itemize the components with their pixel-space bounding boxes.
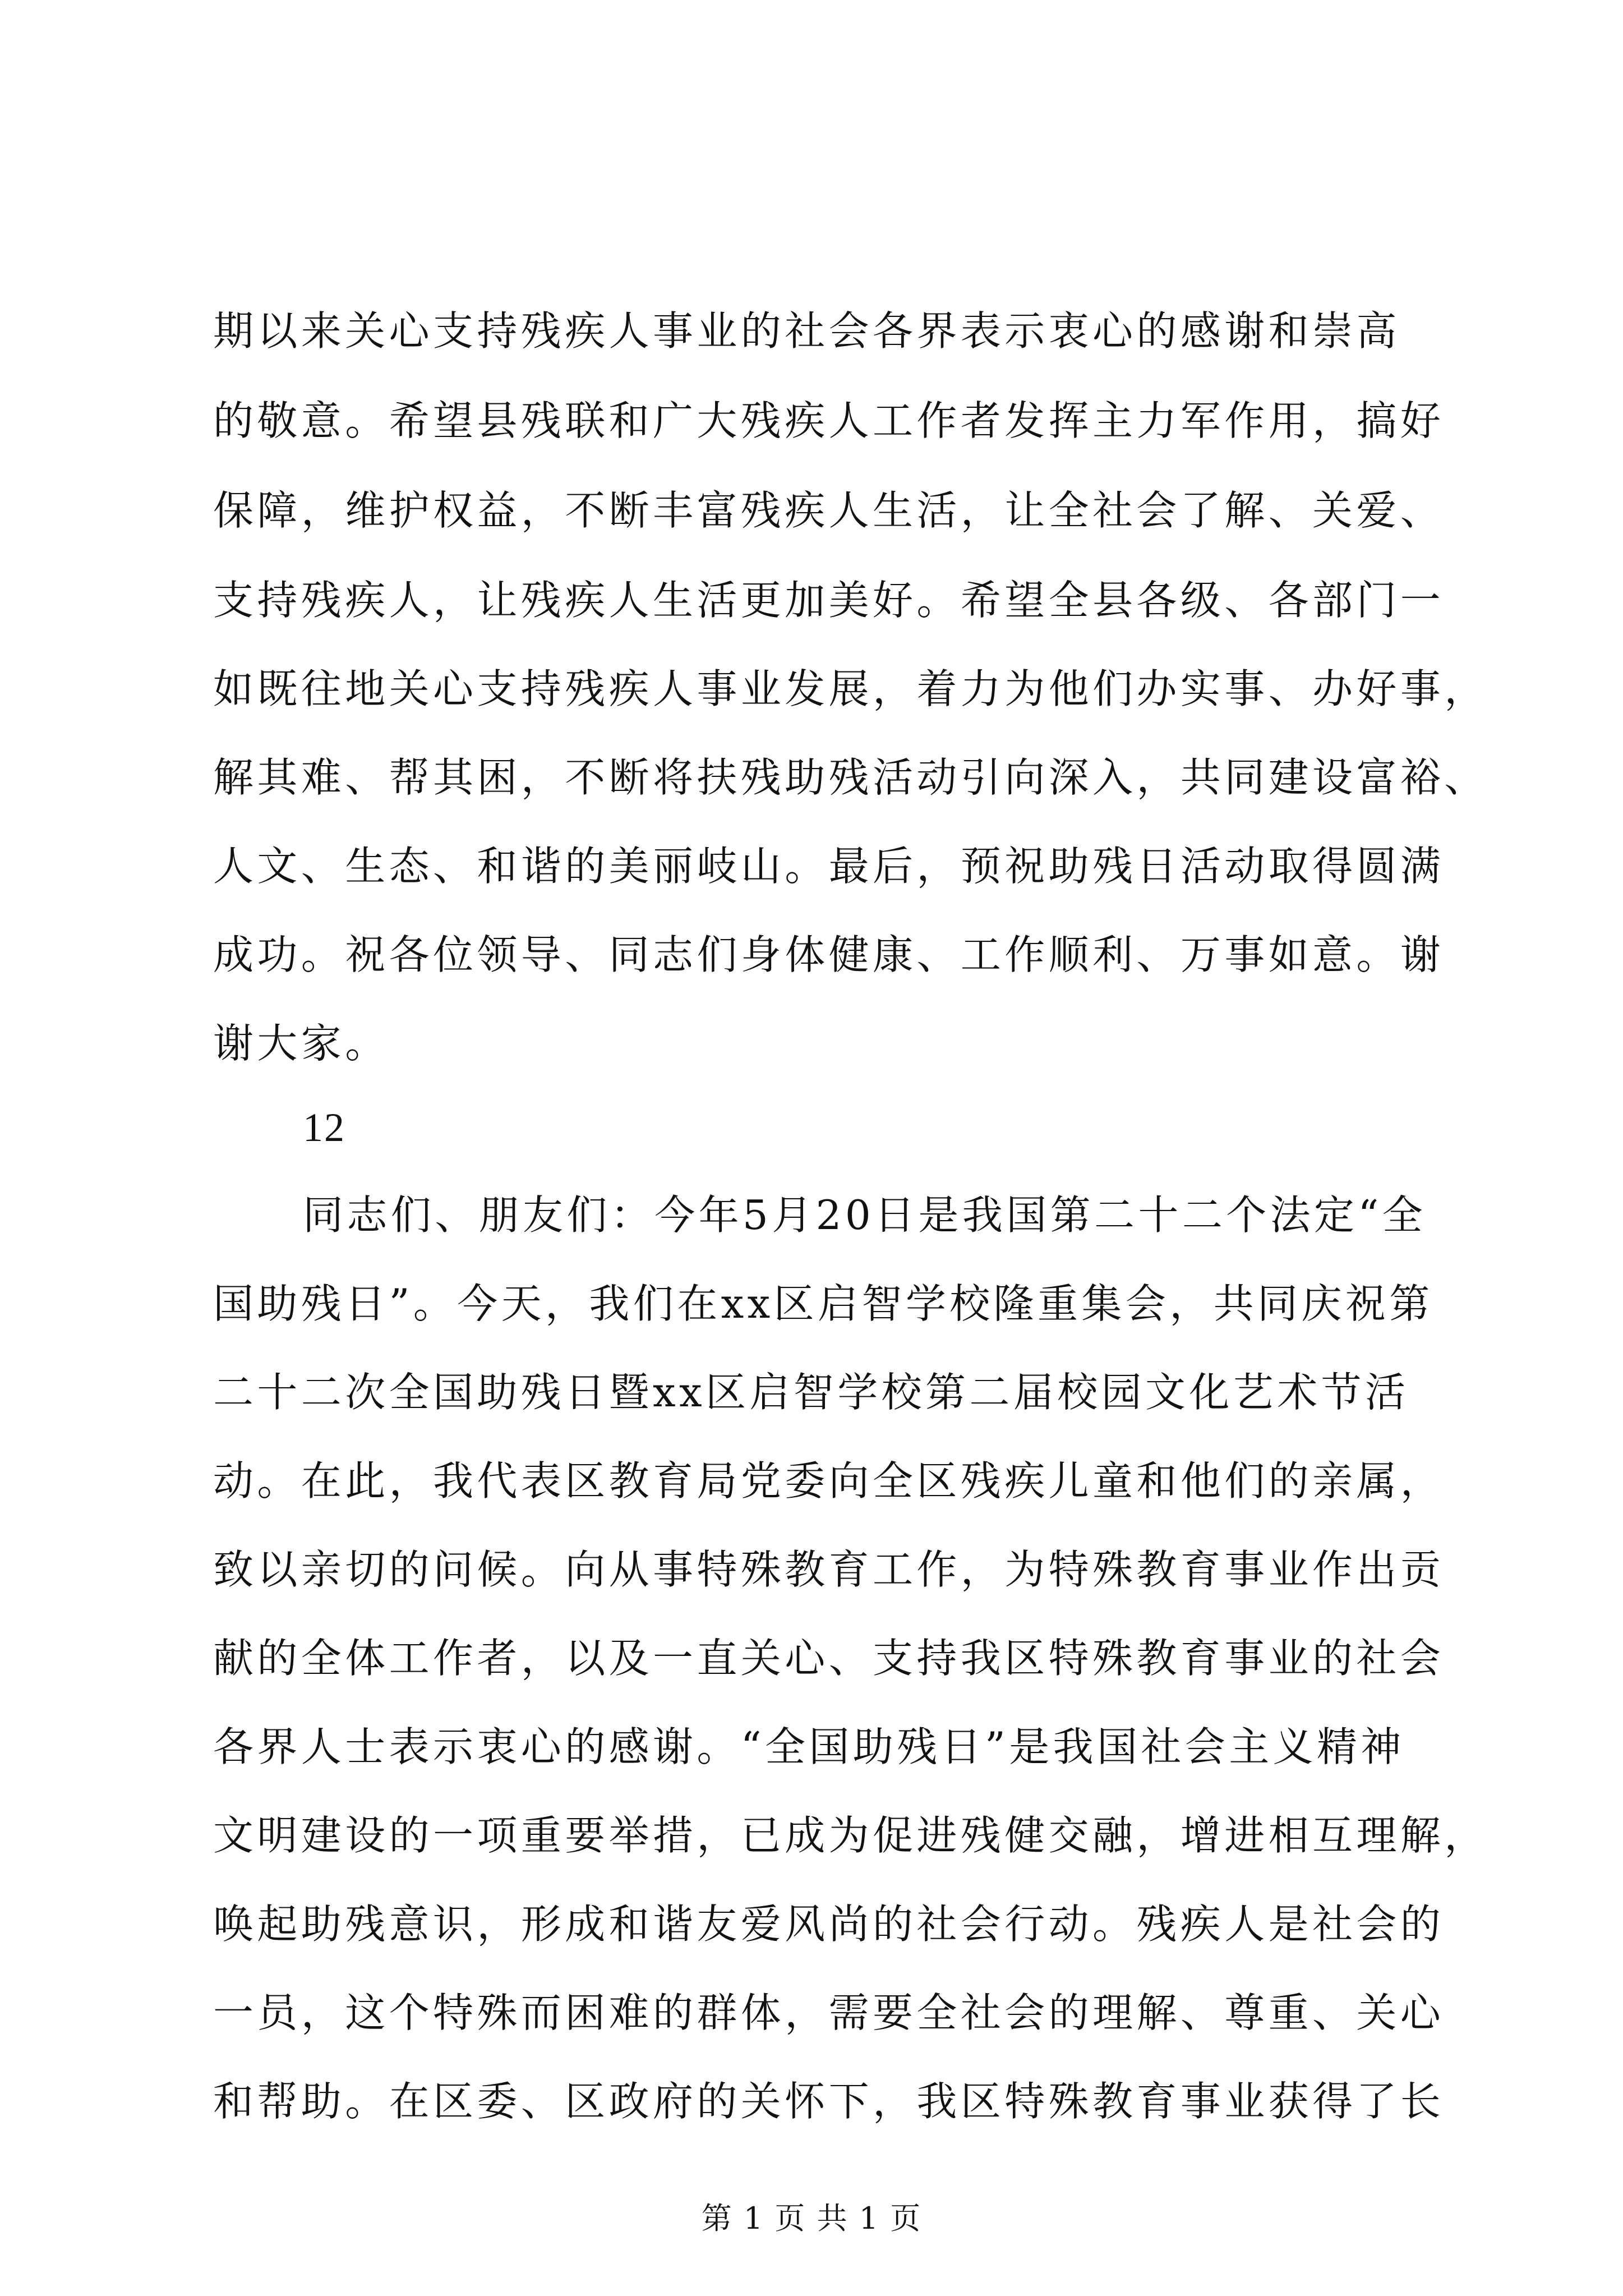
paragraph-line: 二十二次全国助残日暨xx区启智学校第二届校园文化艺术节活 — [213, 1369, 1409, 1416]
paragraph-line: 支持残疾人，让残疾人生活更加美好。希望全县各级、各部门一 — [213, 577, 1445, 624]
paragraph-line: 致以亲切的问候。向从事特殊教育工作，为特殊教育事业作出贡 — [213, 1546, 1445, 1593]
paragraph-line: 一员，这个特殊而困难的群体，需要全社会的理解、尊重、关心 — [213, 1989, 1445, 2036]
paragraph-line: 成功。祝各位领导、同志们身体健康、工作顺利、万事如意。谢 — [213, 931, 1445, 978]
paragraph-line: 保障，维护权益，不断丰富残疾人生活，让全社会了解、关爱、 — [213, 487, 1445, 534]
paragraph-line: 唤起助残意识，形成和谐友爱风尚的社会行动。残疾人是社会的 — [213, 1901, 1445, 1948]
paragraph-line: 的敬意。希望县残联和广大残疾人工作者发挥主力军作用，搞好 — [213, 397, 1445, 444]
paragraph-line: 解其难、帮其困，不断将扶残助残活动引向深入，共同建设富裕、 — [213, 754, 1488, 801]
paragraph-line: 文明建设的一项重要举措，已成为促进残健交融，增进相互理解， — [213, 1812, 1488, 1859]
section-number: 12 — [303, 1105, 345, 1150]
paragraph-line: 人文、生态、和谐的美丽岐山。最后，预祝助残日活动取得圆满 — [213, 843, 1445, 890]
paragraph-line: 献的全体工作者，以及一直关心、支持我区特殊教育事业的社会 — [213, 1635, 1445, 1682]
paragraph-line: 各界人士表示衷心的感谢。“全国助残日”是我国社会主义精神 — [213, 1723, 1405, 1770]
paragraph-line: 谢大家。 — [213, 1020, 389, 1067]
paragraph-line: 同志们、朋友们：今年5月20日是我国第二十二个法定“全 — [303, 1191, 1427, 1239]
paragraph-line: 期以来关心支持残疾人事业的社会各界表示衷心的感谢和崇高 — [213, 307, 1400, 355]
paragraph-line: 国助残日”。今天，我们在xx区启智学校隆重集会，共同庆祝第 — [213, 1280, 1433, 1327]
page-footer: 第 1 页 共 1 页 — [701, 2201, 922, 2236]
paragraph-line: 和帮助。在区委、区政府的关怀下，我区特殊教育事业获得了长 — [213, 2078, 1445, 2125]
paragraph-line: 动。在此，我代表区教育局党委向全区残疾儿童和他们的亲属， — [213, 1457, 1445, 1504]
paragraph-line: 如既往地关心支持残疾人事业发展，着力为他们办实事、办好事， — [213, 665, 1488, 712]
